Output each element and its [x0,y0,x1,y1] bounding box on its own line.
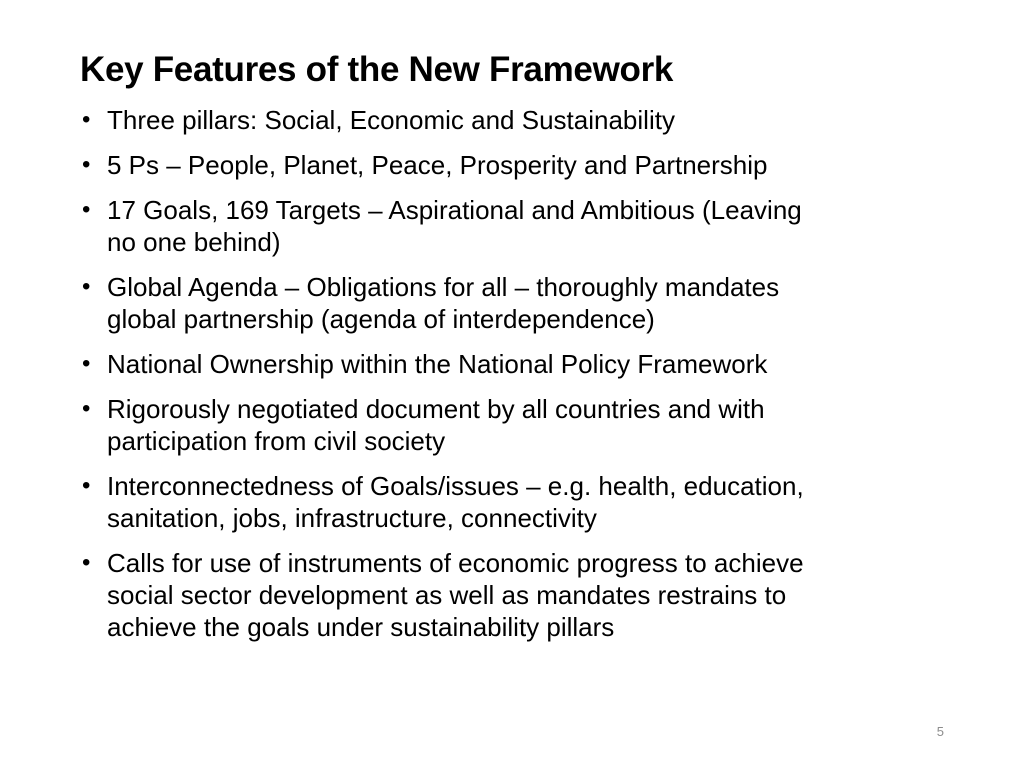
bullet-item [82,194,962,258]
bullet-point-icon: • [82,472,91,499]
bullet-list [82,104,962,656]
bullet-point-icon: • [82,106,91,133]
bullet-item [82,547,962,643]
page-number: 5 [936,724,944,739]
bullet-item [82,271,962,335]
slide-title: Key Features of the New Framework [80,50,674,89]
bullet-point-icon: • [82,395,91,422]
bullet-text: 17 Goals, 169 Targets – Aspirational and Ambitious (Leaving no one behind) [107,195,802,257]
bullet-point-icon: • [82,196,91,223]
bullet-item [82,149,962,181]
bullet-text: Interconnectedness of Goals/issues – e.g. health, education, sanitation, jobs, infrastructure, connectivity [107,471,804,533]
bullet-item [82,348,962,380]
bullet-point-icon: • [82,151,91,178]
bullet-item [82,393,962,457]
bullet-text: 5 Ps – People, Planet, Peace, Prosperity and Partnership [107,150,768,180]
bullet-text: National Ownership within the National Policy Framework [107,349,768,379]
bullet-text: Calls for use of instruments of economic progress to achieve social sector development as well as mandates restrains to achieve the goals under sustainability pillars [107,548,804,642]
bullet-point-icon: • [82,350,91,377]
bullet-text: Global Agenda – Obligations for all – thoroughly mandates global partnership (agenda of interdependence) [107,272,780,334]
bullet-item [82,470,962,534]
bullet-point-icon: • [82,273,91,300]
bullet-item [82,104,962,136]
bullet-text: Three pillars: Social, Economic and Sustainability [107,105,675,135]
bullet-point-icon: • [82,549,91,576]
bullet-text: Rigorously negotiated document by all countries and with participation from civil society [107,394,765,456]
